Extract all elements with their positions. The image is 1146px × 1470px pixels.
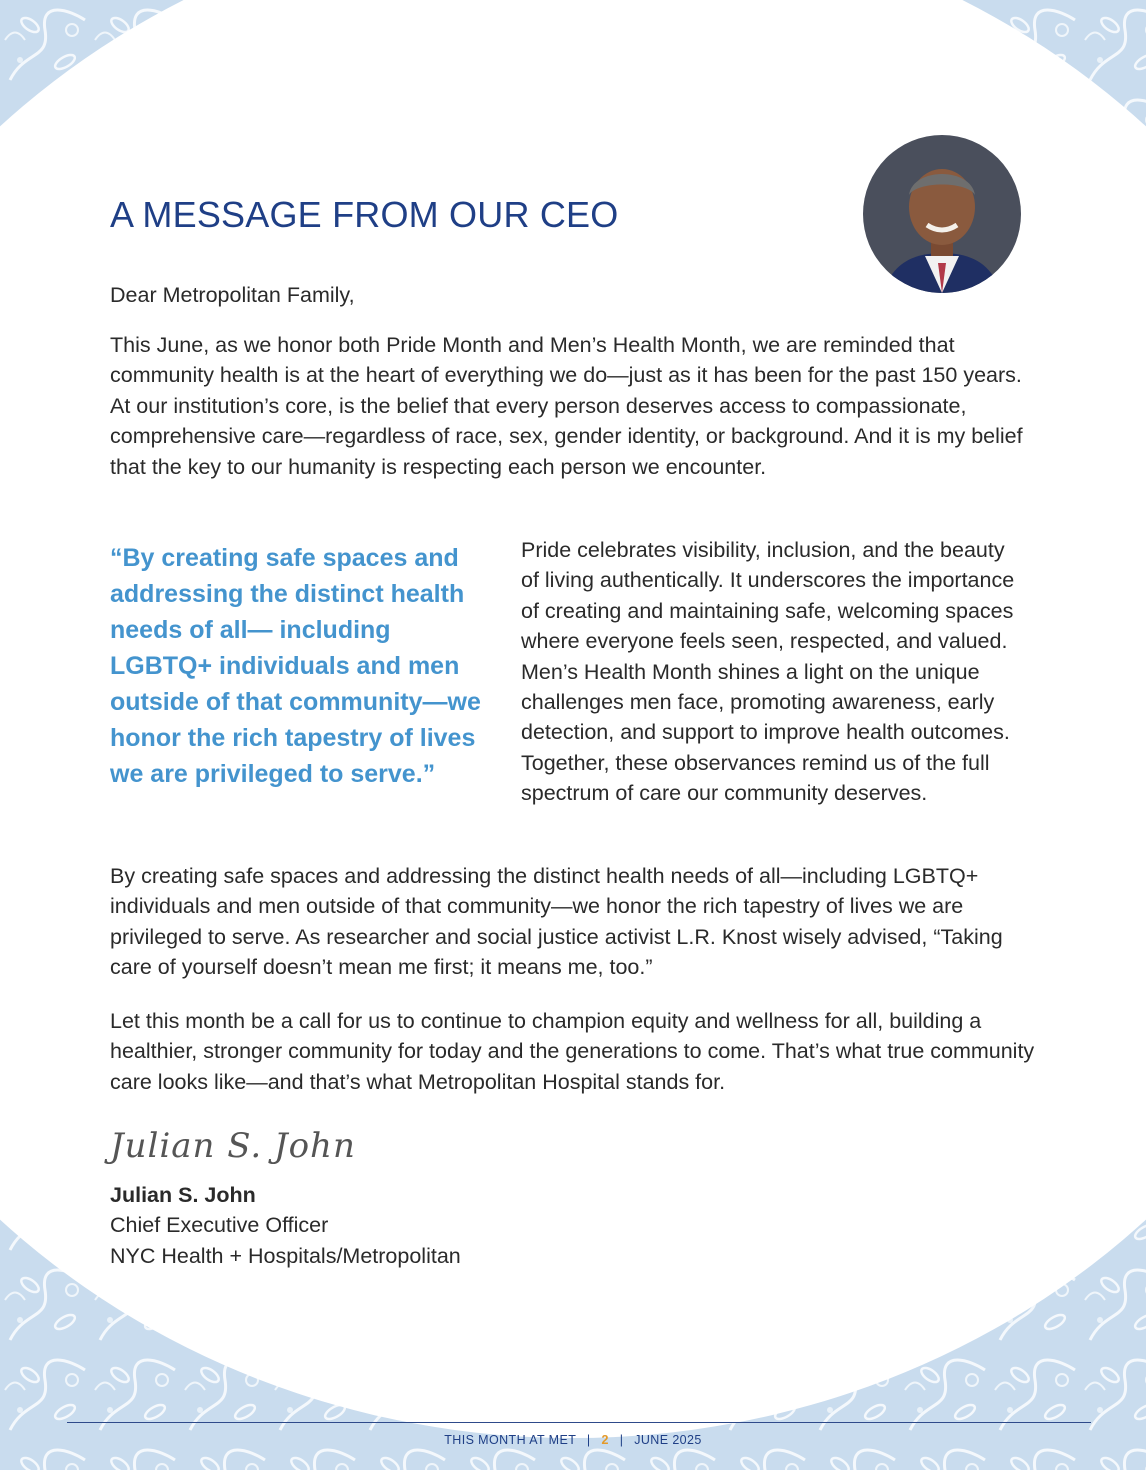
page-title: A MESSAGE FROM OUR CEO — [110, 194, 619, 235]
ceo-portrait-icon — [863, 135, 1021, 293]
signer-name: Julian S. John — [110, 1183, 256, 1207]
handwritten-signature: Julian S. John — [110, 1126, 356, 1166]
page-number: 2 — [601, 1433, 609, 1447]
salutation: Dear Metropolitan Family, — [110, 283, 355, 307]
footer-date: JUNE 2025 — [634, 1433, 702, 1447]
footer-separator: | — [619, 1433, 624, 1447]
footer — [0, 1433, 1146, 1447]
paragraph-pride: Pride celebrates visibility, inclusion, and the beauty of living authentically. It underscores the importance of creating and maintaining safe, welcoming spaces where everyone feels seen, respected, and valued. Men’s Health Month shines a light on the unique challenges men face, promoting awareness, early detection, and support to improve health outcomes. Together, these observances remind us of the full spectrum of care our community deserves. — [521, 538, 1015, 806]
paragraph-closing: Let this month be a call for us to continue to champion equity and wellness for all, building a healthier, stronger community for today and the generations to come. That’s what true community care looks like—and that’s what Metropolitan Hospital stands for. — [110, 1009, 1035, 1094]
footer-publication: THIS MONTH AT MET — [444, 1433, 577, 1447]
paragraph-safe-spaces: By creating safe spaces and addressing the distinct health needs of all—including LGBTQ+ individuals and men outside of that community—we honor the rich tapestry of lives we are privileged to serve. As researcher and social justice activist L.R. Knost wisely advised, “Taking care of yourself doesn’t mean me first; it means me, too.” — [110, 864, 1003, 980]
paragraph-intro: This June, as we honor both Pride Month and Men’s Health Month, we are reminded that community health is at the heart of everything we do—just as it has been for the past 150 years. At our institution’s core, is the belief that every person deserves access to compassionate, comprehensive care—regardless of race, sex, gender identity, or background. And it is my belief that the key to our humanity is respecting each person we encounter. — [110, 333, 1023, 479]
footer-separator: | — [586, 1433, 591, 1447]
signer-organization: NYC Health + Hospitals/Metropolitan — [110, 1244, 461, 1268]
pull-quote: “By creating safe spaces and addressing the distinct health needs of all— including LGBTQ+ individuals and men outside of that community—we honor the rich tapestry of lives we are privileged to serve.” — [110, 544, 481, 788]
signer-role: Chief Executive Officer — [110, 1213, 329, 1237]
footer-divider — [67, 1422, 1091, 1423]
